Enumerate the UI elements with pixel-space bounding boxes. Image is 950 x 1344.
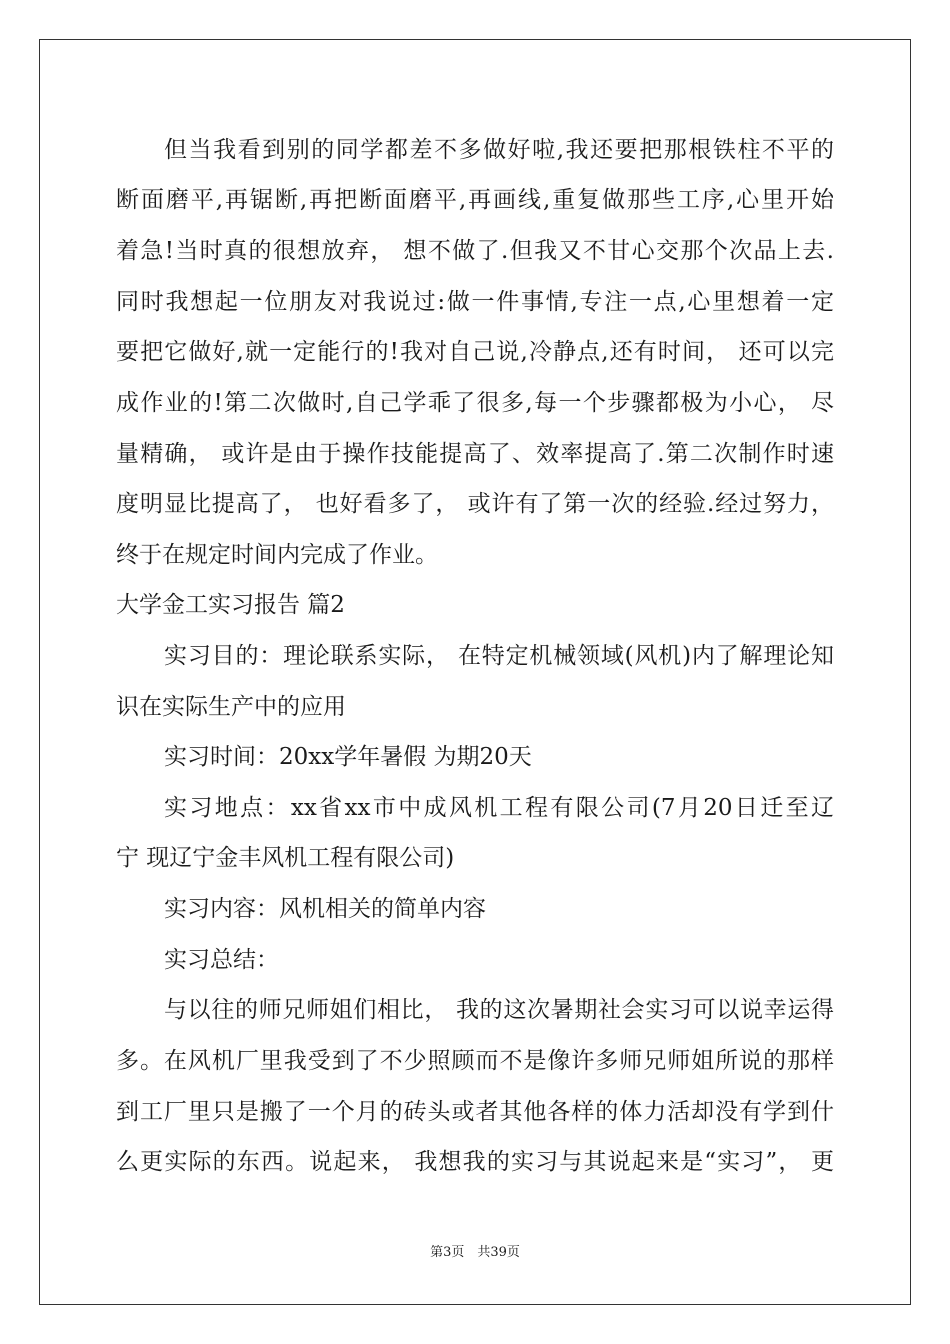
body-line-6: 成作业的!第二次做时,自己学乖了很多,每一个步骤都极为小心， 尽: [116, 390, 834, 416]
body-line-3: 着急!当时真的很想放弃， 想不做了.但我又不甘心交那个次品上去.: [116, 238, 834, 264]
internship-purpose-line-2: 识在实际生产中的应用: [116, 694, 346, 720]
internship-summary-label: 实习总结：: [164, 947, 279, 973]
page-number-footer: 第3页 共39页: [430, 1245, 520, 1260]
internship-location-line-2: 宁 现辽宁金丰风机工程有限公司): [116, 845, 455, 871]
internship-content: 实习内容：风机相关的简单内容: [164, 896, 486, 922]
body-line-8: 度明显比提高了， 也好看多了， 或许有了第一次的经验.经过努力，: [116, 491, 834, 517]
internship-purpose-line-1: 实习目的：理论联系实际， 在特定机械领域(风机)内了解理论知: [164, 643, 834, 669]
internship-location-line-1: 实习地点：xx省xx市中成风机工程有限公司(7月20日迁至辽: [164, 795, 834, 821]
summary-line-3: 到工厂里只是搬了一个月的砖头或者其他各样的体力活却没有学到什: [116, 1099, 834, 1125]
internship-time: 实习时间：20xx学年暑假 为期20天: [164, 744, 532, 770]
body-line-9: 终于在规定时间内完成了作业。: [116, 542, 438, 568]
summary-line-2: 多。在风机厂里我受到了不少照顾而不是像许多师兄师姐所说的那样: [116, 1048, 834, 1074]
body-line-2: 断面磨平,再锯断,再把断面磨平,再画线,重复做那些工序,心里开始: [116, 187, 834, 213]
body-line-1: 但当我看到别的同学都差不多做好啦,我还要把那根铁柱不平的: [164, 137, 834, 163]
body-line-4: 同时我想起一位朋友对我说过:做一件事情,专注一点,心里想着一定: [116, 289, 834, 315]
section-heading: 大学金工实习报告 篇2: [116, 592, 345, 618]
summary-line-4: 么更实际的东西。说起来， 我想我的实习与其说起来是“实习”， 更: [116, 1149, 834, 1175]
summary-line-1: 与以往的师兄师姐们相比， 我的这次暑期社会实习可以说幸运得: [164, 997, 834, 1023]
body-line-5: 要把它做好,就一定能行的!我对自己说,冷静点,还有时间， 还可以完: [116, 339, 834, 365]
body-line-7: 量精确， 或许是由于操作技能提高了、效率提高了.第二次制作时速: [116, 441, 834, 467]
